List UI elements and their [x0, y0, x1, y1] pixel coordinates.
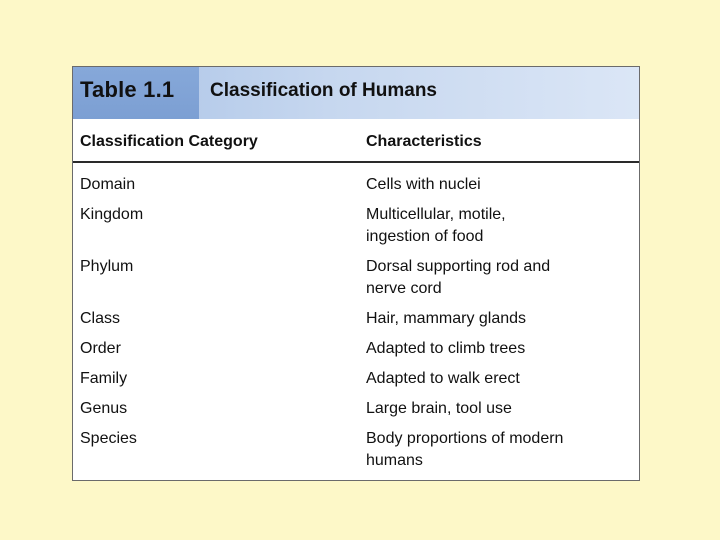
category-cell: Phylum [80, 258, 134, 275]
category-cell: Class [80, 310, 121, 327]
characteristic-cell: Adapted to climb trees [366, 340, 526, 357]
table-number-block [73, 67, 199, 119]
characteristic-cell: Cells with nuclei [366, 176, 481, 193]
characteristic-cell: Large brain, tool use [366, 400, 512, 417]
column-header-characteristics: Characteristics [366, 133, 482, 150]
classification-table [72, 66, 640, 481]
characteristic-cell: Dorsal supporting rod and nerve cord [366, 258, 551, 297]
characteristic-cell: Adapted to walk erect [366, 370, 520, 387]
characteristic-cell: Body proportions of modern humans [366, 430, 564, 469]
characteristic-cell: Multicellular, motile, ingestion of food [366, 206, 506, 245]
table-number: Table 1.1 [80, 77, 175, 102]
category-cell: Domain [80, 176, 136, 193]
table-title: Classification of Humans [210, 80, 437, 101]
table-header-bar [73, 67, 639, 119]
characteristic-cell: Hair, mammary glands [366, 310, 527, 327]
category-cell: Family [80, 370, 128, 387]
category-cell: Genus [80, 400, 128, 417]
category-cell: Order [80, 340, 121, 357]
category-cell: Species [80, 430, 137, 447]
category-cell: Kingdom [80, 206, 144, 223]
column-header-classification-category: Classification Category [80, 133, 258, 150]
header-divider [73, 161, 639, 163]
